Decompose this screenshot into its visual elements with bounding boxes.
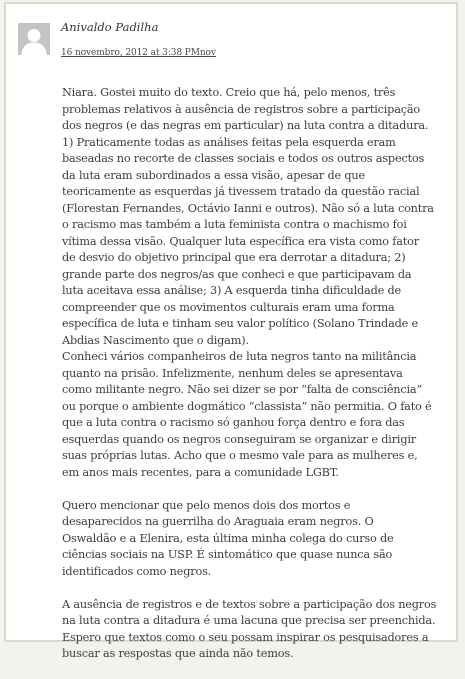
comment-text-line: Oswaldão e a Elenira, esta última minha colega do curso de bbox=[62, 531, 394, 545]
comment-text-line: (Florestan Fernandes, Octávio Ianni e outros). Não só a luta contra bbox=[62, 201, 434, 215]
comment-text-line: compreender que os movimentos culturais eram uma forma bbox=[62, 300, 395, 314]
comment-text-line: problemas relativos à ausência de registros sobre a participação bbox=[62, 102, 421, 116]
comment-text-line: como militante negro. Não sei dizer se por “falta de consciência” bbox=[62, 383, 423, 396]
comment-text-line: buscar as respostas que ainda não temos. bbox=[62, 647, 294, 660]
comment-body bbox=[62, 85, 460, 679]
comment-permalink-timestamp[interactable]: 16 novembro, 2012 at 3:38 PMnov bbox=[61, 48, 216, 58]
default-avatar-icon bbox=[18, 23, 50, 55]
comment-text-line: desaparecidos na guerrilha do Araguaia eram negros. O bbox=[62, 515, 374, 528]
comment-text-line: vítima dessa visão. Qualquer luta específica era vista como fator bbox=[62, 234, 419, 248]
comment-text-line: baseadas no recorte de classes sociais e todos os outros aspectos bbox=[62, 152, 425, 165]
comment-text-line: identificados como negros. bbox=[62, 564, 212, 578]
comment-text-line: Niara. Gostei muito do texto. Creio que há, pelo menos, três bbox=[62, 86, 396, 99]
avatar bbox=[18, 23, 50, 55]
comment-text-line: ou porque o ambiente dogmático “classista” não permitia. O fato é bbox=[62, 399, 432, 413]
comment-text-line: que a luta contra o racismo só ganhou força dentro e fora das bbox=[62, 416, 405, 429]
comment-text-line: da luta eram subordinados a essa visão, apesar de que bbox=[62, 168, 365, 182]
comment-card bbox=[4, 2, 458, 660]
comment-text-line: A ausência de registros e de textos sobre a participação dos negros bbox=[62, 597, 437, 611]
comment-text-line: em anos mais recentes, para a comunidade LGBT. bbox=[62, 465, 339, 479]
comment-text-line: Quero mencionar que pelo menos dois dos mortos e bbox=[62, 498, 351, 512]
comment-text-line: dos negros (e das negras em particular) na luta contra a ditadura. bbox=[62, 119, 429, 132]
comment-text-line: na luta contra a ditadura é uma lacuna que precisa ser preenchida. bbox=[62, 614, 436, 627]
comment-text-line: Espero que textos como o seu possam inspirar os pesquisadores a bbox=[62, 630, 429, 644]
comment-text-line: específica de luta e tinham seu valor político (Solano Trindade e bbox=[62, 317, 419, 330]
comment-text-line: de desvio do objetivo principal que era derrotar a ditadura; 2) bbox=[62, 251, 406, 264]
comment-text-line: suas próprias lutas. Acho que o mesmo vale para as mulheres e, bbox=[62, 449, 418, 462]
comment-text-line: 1) Praticamente todas as análises feitas pela esquerda eram bbox=[62, 135, 396, 149]
comment-text-line: grande parte dos negros/as que conheci e que participavam da bbox=[62, 267, 412, 281]
comment-author: Anivaldo Padilha bbox=[61, 20, 159, 34]
comment-text-line: Abdias Nascimento que o digam). bbox=[62, 333, 249, 347]
comment-text-line: esquerdas quando os negros conseguiram se organizar e dirigir bbox=[62, 432, 416, 446]
comment-text-line: quanto na prisão. Infelizmente, nenhum deles se apresentava bbox=[62, 366, 403, 380]
comment-paragraph bbox=[62, 498, 460, 581]
comment-text-line: teoricamente as esquerdas já tivessem tratado da questão racial bbox=[62, 185, 420, 198]
comment-text-line: Conheci vários companheiros de luta negros tanto na militância bbox=[62, 350, 417, 363]
comment-text-line: ciências sociais na USP. É sintomático que quase nunca são bbox=[62, 548, 393, 561]
comment-paragraph bbox=[62, 597, 460, 663]
comment-text-line: luta aceitava essa análise; 3) A esquerda tinha dificuldade de bbox=[62, 284, 402, 297]
comment-text-line: o racismo mas também a luta feminista contra o machismo foi bbox=[62, 218, 407, 231]
comment-paragraph bbox=[62, 85, 460, 481]
